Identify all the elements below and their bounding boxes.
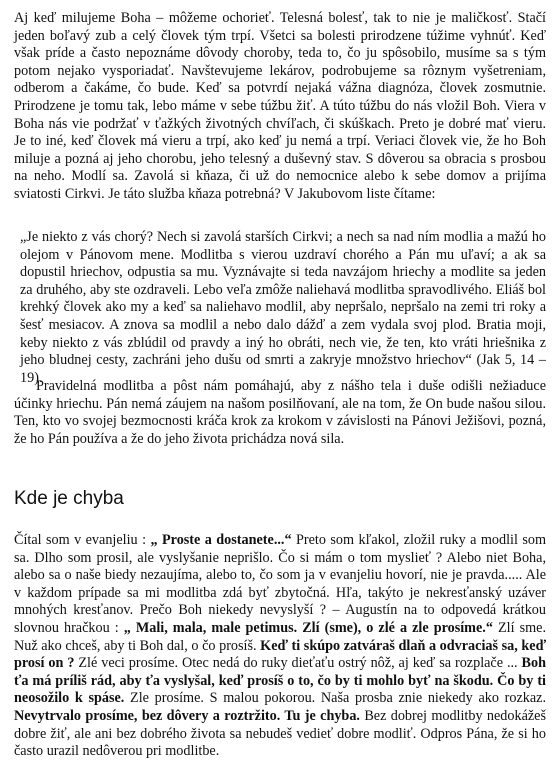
bold-run: Boh ťa má príliš rád, aby ťa vyslyšal, keď prosíš o to, čo by ti mohlo byť na škodu. Čo by ti neosožilo k spáse. bbox=[14, 655, 546, 707]
bold-run: „ Proste a dostanete...“ bbox=[150, 532, 292, 548]
paragraph-prayer-fasting: Pravidelná modlitba a pôst nám pomáhajú, aby z nášho tela i duše odišli nežiaduce účinky hriechu. Pán nemá záujem na našom posilňovaní, ale na tom, že On bude našou silou. Ten, kto vo svojej bezmocnosti kráča krok za krokom v závislosti na Pánovi Ježišovi, pozná, že ho Pán používa a že do jeho života prichádza nová sila. bbox=[14, 378, 546, 447]
bold-run: „ Mali, mala, male petimus. Zlí (sme), o zlé a zle prosíme.“ bbox=[123, 619, 493, 636]
text-run: Preto som kľakol, zložil ruky a modlil som sa. Dlho som prosil, ale vyslyšanie neprišlo. Čo si mám o tom myslieť ? Alebo niet Boha, alebo sa o naše biedy nezaujíma, alebo to, čo som ja v evanjeliu hovorí, nie je pravda..... Ale v každom prípade sa mi modlitba zdá byť zbytočná. Hľa, takýto je nekresťanský uzáver mnohých kresťanov. Prečo Boh niekedy nevyslyší ? – Augustín na to odpovedá krátkou slovnou hračkou : bbox=[14, 532, 546, 636]
text-run: Zlé veci prosíme. Otec nedá do ruky dieťaťu ostrý nôž, aj keď sa rozplače ... bbox=[74, 655, 522, 672]
text-run: Zlí sme. Nuž ako chceš, aby ti Boh dal, o čo prosíš. bbox=[14, 619, 546, 654]
paragraph-where-is-mistake bbox=[14, 532, 546, 761]
bold-run: Nevytrvalo prosíme, bez dôvery a roztržito. Tu je chyba. bbox=[14, 707, 360, 724]
text-run: Čítal som v evanjeliu : bbox=[14, 532, 151, 548]
section-heading: Kde je chyba bbox=[14, 488, 124, 509]
text-run: Bez dobrej modlitby nedokážeš dobre žiť, ale ani bez dobrého života sa nebudeš vedieť dobre modliť. Odpros Pána, že si ho často urazil nedôverou pri modlitbe. bbox=[14, 707, 546, 760]
bold-run: Keď ti skúpo zatváraš dlaň a odvraciaš sa, keď prosí on ? bbox=[14, 637, 546, 672]
paragraph-quote-james: „Je niekto z vás chorý? Nech si zavolá starších Cirkvi; a nech sa nad ním modlia a mažú ho olejom v Pánovom mene. Modlitba s vierou uzdraví chorého a Pán mu uľaví; a ak sa dopustil hriechov, odpustia sa mu. Vyznávajte si teda navzájom hriechy a modlite sa jeden za druhého, aby ste ozdraveli. Lebo veľa zmôže naliehavá modlitba spravodlivého. Eliáš bol krehký človek ako my a keď sa naliehavo modlil, aby nepršalo, nepršalo na zemi tri roky a šesť mesiacov. A znova sa modlil a nebo dalo dážď a zem vydala svoj plod. Bratia moji, keby niekto z vás zblúdil od pravdy a iný ho obráti, nech vie, že ten, kto vráti hriešnika z jeho bludnej cesty, zachráni jeho dušu od smrti a zakryje množstvo hriechov“ (Jak 5, 14 – 19). bbox=[20, 229, 546, 386]
text-run: Zle prosíme. S malou pokorou. Naša prosba znie niekedy ako rozkaz. bbox=[124, 690, 546, 707]
paragraph-intro: Aj keď milujeme Boha – môžeme ochorieť. Telesná bolesť, tak to nie je maličkosť. Stačí jeden boľavý zub a celý človek tým trpí. Všetci sa bolesti prirodzene túžime vyhnúť. Keď však príde a často nepoznáme dôvody choroby, teda to, čo ju spôsobilo, musíme sa s tým potom nejako vysporiadať. Navštevujeme lekárov, podrobujeme sa rôznym vyšetreniam, odberom a čakáme, čo bude. Keď sa potvrdí nejaká vážna diagnóza, človek zosmutnie. Prirodzene je tomu tak, lebo máme v sebe túžbu žiť. A túto túžbu do nás vložil Boh. Viera v Boha nás vie podržať v ťažkých životných chvíľach, či skúškach. Preto je dobré mať vieru. Je to iné, keď človek má vieru a trpí, ako keď ju nemá a trpí. Veriaci človek vie, že ho Boh miluje a pozná aj jeho chorobu, jeho telesný a duševný stav. S dôverou sa obracia s prosbou na neho. Modlí sa. Zavolá si kňaza, či už do nemocnice alebo k sebe domov a prijíma sviatosti Cirkvi. Je táto služba kňaza potrebná? V Jakubovom liste čítame: bbox=[14, 10, 546, 202]
